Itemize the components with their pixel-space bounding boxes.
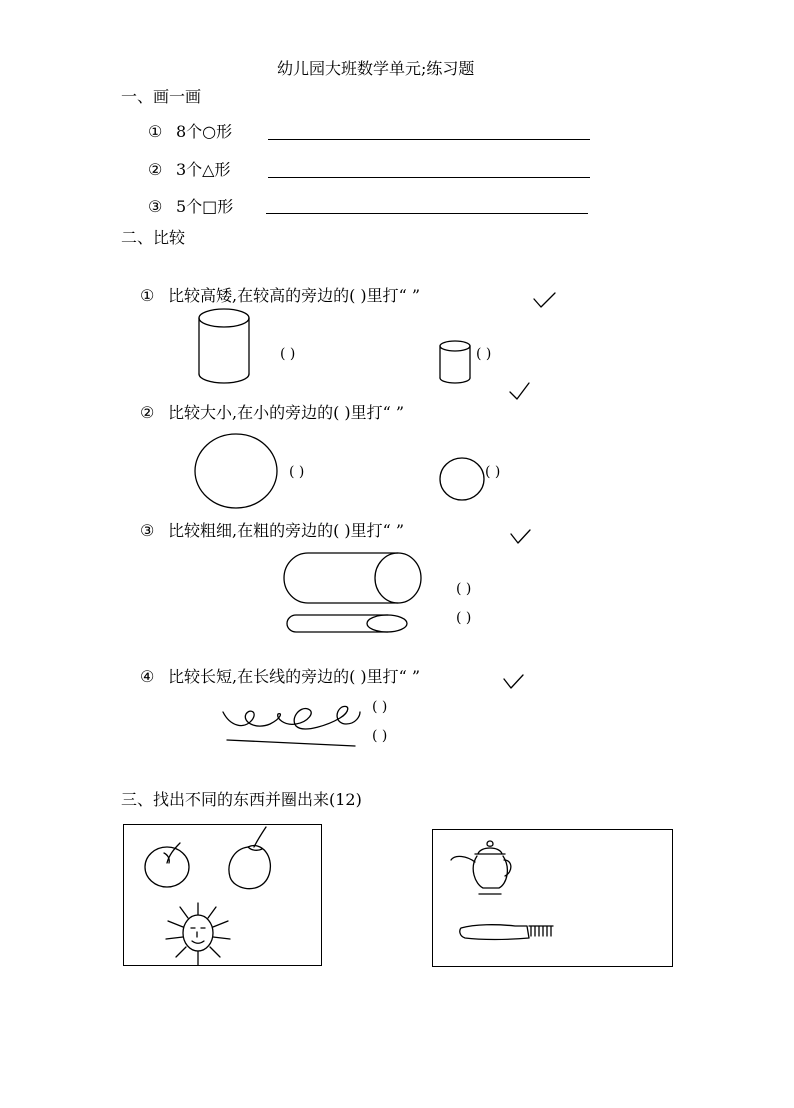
q3-paren-thin[interactable]: ( ) (456, 610, 472, 626)
peach-icon (224, 825, 276, 895)
item-2-text: 3个△形 (176, 160, 231, 179)
q3-paren-thick[interactable]: ( ) (456, 581, 472, 597)
picture-box-left (123, 824, 322, 966)
item-2-answer-line[interactable] (268, 177, 590, 178)
toothbrush-icon (457, 920, 557, 946)
item-1-marker: ① (148, 122, 163, 141)
checkmark-icon (503, 672, 525, 692)
straight-line (225, 737, 357, 749)
item-1-answer-line[interactable] (268, 139, 590, 140)
sun-face-icon (162, 899, 238, 967)
q4-text: 比较长短,在长线的旁边的( )里打“ ” (168, 667, 421, 686)
q4-marker: ④ (140, 667, 155, 686)
item-3-marker: ③ (148, 197, 163, 216)
q4-paren-curly[interactable]: ( ) (372, 699, 388, 715)
q3-text: 比较粗细,在粗的旁边的( )里打“ ” (168, 521, 405, 540)
apple-icon (142, 835, 196, 891)
q1-paren-tall[interactable]: ( ) (280, 346, 296, 362)
checkmark-icon (509, 380, 531, 402)
q1-paren-short[interactable]: ( ) (476, 346, 492, 362)
q1-text: 比较高矮,在较高的旁边的( )里打“ ” (168, 286, 421, 305)
thick-cylinder (281, 551, 423, 607)
tall-cylinder (198, 308, 252, 386)
q2-marker: ② (140, 403, 155, 422)
item-3-text: 5个□形 (176, 197, 234, 216)
thin-cylinder (286, 613, 410, 635)
page-title: 幼儿园大班数学单元;练习题 (277, 59, 475, 78)
q2-paren-small[interactable]: ( ) (485, 464, 501, 480)
curly-line (220, 702, 364, 736)
item-2-marker: ② (148, 160, 163, 179)
small-circle (438, 456, 486, 502)
large-circle (193, 432, 279, 510)
teapot-icon (447, 838, 513, 898)
short-cylinder (438, 340, 474, 386)
item-1-text: 8个○形 (176, 122, 233, 141)
q2-paren-large[interactable]: ( ) (289, 464, 305, 480)
section-3-heading: 三、找出不同的东西并圈出来(12) (121, 790, 362, 809)
picture-box-right (432, 829, 673, 967)
section-2-heading: 二、比较 (121, 228, 186, 247)
item-3-answer-line[interactable] (266, 213, 588, 214)
q4-paren-straight[interactable]: ( ) (372, 728, 388, 744)
q2-text: 比较大小,在小的旁边的( )里打“ ” (168, 403, 405, 422)
section-1-heading: 一、画一画 (121, 87, 202, 106)
q1-marker: ① (140, 286, 155, 305)
checkmark-icon (533, 290, 557, 310)
q3-marker: ③ (140, 521, 155, 540)
checkmark-icon (510, 527, 532, 547)
